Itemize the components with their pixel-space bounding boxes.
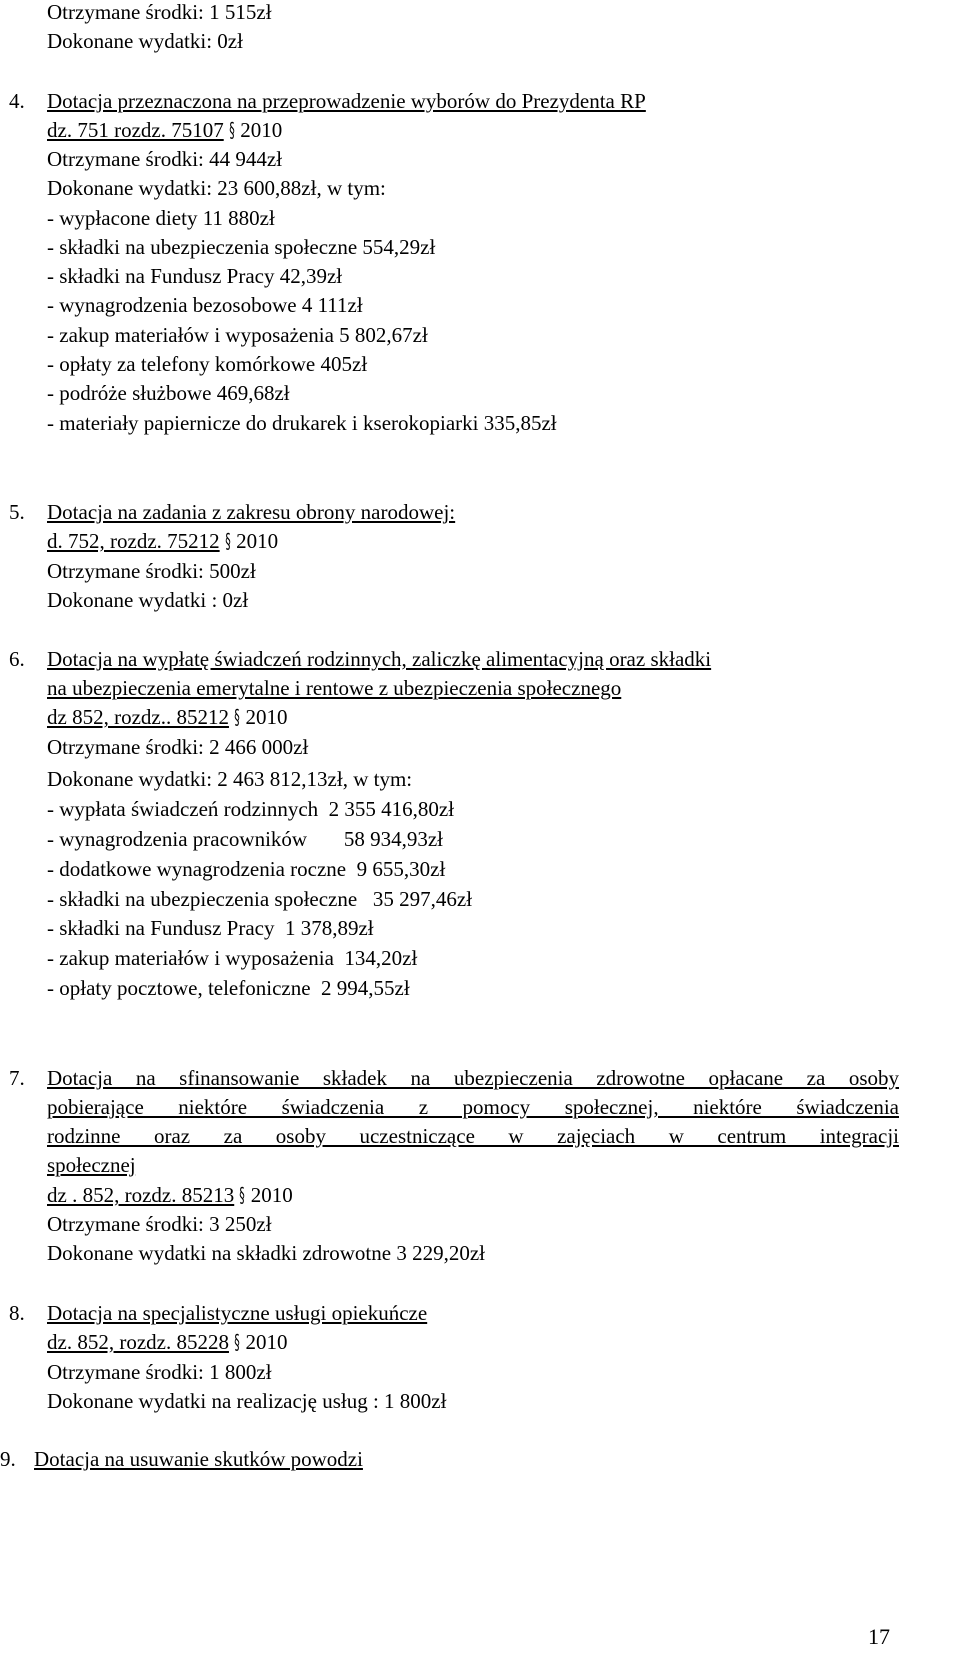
section-4-number: 4. (9, 89, 25, 113)
section-7-spent: Dokonane wydatki na składki zdrowotne 3 229,20zł (47, 1241, 485, 1265)
section-7-number: 7. (9, 1066, 25, 1090)
section-4-received: Otrzymane środki: 44 944zł (47, 147, 283, 171)
section-6-title-line: Dotacja na wypłatę świadczeń rodzinnych, zaliczkę alimentacyjną oraz składki (47, 647, 712, 671)
section-4-item: - podróże służbowe 469,68zł (47, 381, 290, 405)
section-7-title-line: społecznej (47, 1153, 136, 1177)
section-8-year: 2010 (245, 1330, 288, 1354)
section-6-item: - opłaty pocztowe, telefoniczne 2 994,55zł (47, 976, 410, 1000)
section-8-spent: Dokonane wydatki na realizację usług : 1 800zł (47, 1389, 447, 1413)
section-7-received: Otrzymane środki: 3 250zł (47, 1212, 272, 1236)
section-4-item: - materiały papiernicze do drukarek i kserokopiarki 335,85zł (47, 411, 557, 435)
section-5-code (47, 529, 278, 553)
section-7-code-text: dz . 852, rozdz. 85213 (47, 1183, 235, 1207)
section-4-item: - zakup materiałów i wyposażenia 5 802,67zł (47, 323, 428, 347)
top-spent: Dokonane wydatki: 0zł (47, 29, 243, 53)
section-6-code-text: dz 852, rozdz.. 85212 (47, 705, 229, 729)
section-mark-icon: § (234, 1330, 240, 1354)
section-6-code (47, 705, 287, 729)
section-4-item: - wynagrodzenia bezosobowe 4 111zł (47, 293, 363, 317)
section-6-spent: Dokonane wydatki: 2 463 812,13zł, w tym: (47, 767, 413, 791)
section-mark-icon: § (239, 1183, 246, 1207)
section-mark-icon: § (225, 529, 231, 553)
section-7-title-line: pobierające niektóre świadczenia z pomocy społecznej, niektóre świadczenia (47, 1095, 899, 1119)
section-7-title-line: rodzinne oraz za osoby uczestniczące w zajęciach w centrum integracji (47, 1124, 899, 1148)
section-5-number: 5. (9, 500, 25, 524)
section-5-received: Otrzymane środki: 500zł (47, 559, 256, 583)
section-6-item: - składki na ubezpieczenia społeczne 35 297,46zł (47, 887, 473, 911)
section-9-title: Dotacja na usuwanie skutków powodzi (34, 1447, 363, 1471)
section-mark-icon: § (229, 118, 235, 142)
section-5-code-text: d. 752, rozdz. 75212 (47, 529, 220, 553)
section-6-item: - dodatkowe wynagrodzenia roczne 9 655,30zł (47, 857, 446, 881)
section-6-number: 6. (9, 647, 25, 671)
section-8-code-text: dz. 852, rozdz. 85228 (47, 1330, 229, 1354)
section-6-title-line: na ubezpieczenia emerytalne i rentowe z ubezpieczenia społecznego (47, 676, 622, 700)
section-9-number: 9. (0, 1447, 16, 1471)
section-6-item: - składki na Fundusz Pracy 1 378,89zł (47, 916, 374, 940)
section-7-year: 2010 (250, 1183, 293, 1207)
section-4-code (47, 118, 282, 142)
section-6-item: - zakup materiałów i wyposażenia 134,20zł (47, 946, 418, 970)
section-5-title: Dotacja na zadania z zakresu obrony narodowej: (47, 500, 456, 524)
section-5-spent: Dokonane wydatki : 0zł (47, 588, 249, 612)
section-4-item: - składki na Fundusz Pracy 42,39zł (47, 264, 343, 288)
section-4-spent: Dokonane wydatki: 23 600,88zł, w tym: (47, 176, 386, 200)
section-7-code (47, 1183, 293, 1207)
section-4-year: 2010 (240, 118, 283, 142)
section-7-title-line: Dotacja na sfinansowanie składek na ubezpieczenia zdrowotne opłacane za osoby (47, 1066, 899, 1090)
section-6-received: Otrzymane środki: 2 466 000zł (47, 735, 309, 759)
section-8-number: 8. (9, 1301, 25, 1325)
page-number: 17 (868, 1624, 890, 1649)
section-8-title: Dotacja na specjalistyczne usługi opiekuńcze (47, 1301, 428, 1325)
section-4-item: - opłaty za telefony komórkowe 405zł (47, 352, 368, 376)
section-5-year: 2010 (236, 529, 279, 553)
top-received: Otrzymane środki: 1 515zł (47, 0, 272, 24)
section-4-item: - wypłacone diety 11 880zł (47, 206, 275, 230)
section-6-year: 2010 (245, 705, 288, 729)
section-4-code-text: dz. 751 rozdz. 75107 (47, 118, 224, 142)
section-mark-icon: § (234, 705, 240, 729)
section-4-item: - składki na ubezpieczenia społeczne 554,29zł (47, 235, 436, 259)
section-6-item: - wynagrodzenia pracowników 58 934,93zł (47, 827, 443, 851)
section-8-received: Otrzymane środki: 1 800zł (47, 1360, 272, 1384)
section-6-item: - wypłata świadczeń rodzinnych 2 355 416,80zł (47, 797, 455, 821)
section-4-title: Dotacja przeznaczona na przeprowadzenie wyborów do Prezydenta RP (47, 89, 646, 113)
section-8-code (47, 1330, 287, 1354)
